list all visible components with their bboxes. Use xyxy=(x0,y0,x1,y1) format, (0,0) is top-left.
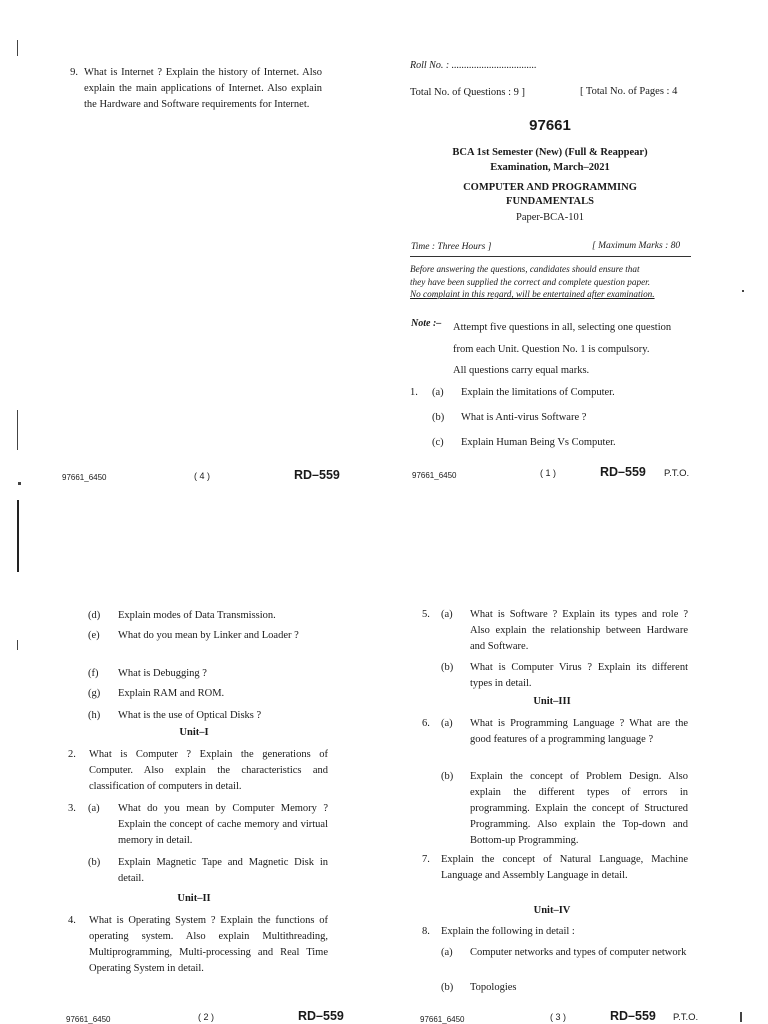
sub-label: (a) xyxy=(88,803,100,814)
note-line: Attempt five questions in all, selecting one question xyxy=(453,322,672,333)
exam-header xyxy=(410,145,690,226)
scan-mark xyxy=(17,410,18,450)
sub-text: Explain RAM and ROM. xyxy=(118,688,225,699)
footer-rd-code: RD–559 xyxy=(298,1009,344,1023)
sub-label: (a) xyxy=(432,387,444,398)
sub-text: Explain the limitations of Computer. xyxy=(461,387,615,398)
footer-code: 97661_6450 xyxy=(66,1015,111,1024)
sub-label: (d) xyxy=(88,610,101,621)
sub-text: Explain modes of Data Transmission. xyxy=(118,610,276,621)
sub-question xyxy=(88,708,328,728)
question-number: 9. xyxy=(70,67,78,78)
question-8 xyxy=(416,924,688,993)
sub-text: What is Software ? Explain its types and role ? Also explain the relationship between Hardware and Software. xyxy=(470,609,688,652)
sub-text: What is Computer Virus ? Explain its different types in detail. xyxy=(470,662,688,689)
scan-mark xyxy=(17,640,18,650)
question-9 xyxy=(60,65,322,113)
sub-label: (b) xyxy=(441,771,454,782)
sub-question xyxy=(88,608,328,628)
instructions xyxy=(410,263,692,301)
course-line: BCA 1st Semester (New) (Full & Reappear) xyxy=(452,147,648,158)
sub-label: (b) xyxy=(441,662,454,673)
sub-text: What do you mean by Linker and Loader ? xyxy=(118,630,299,641)
sub-label: (a) xyxy=(441,609,453,620)
question-text: What is Internet ? Explain the history of Internet. Also explain the main applications of Internet. Also explain the Hardware and Software requirements for Internet. xyxy=(84,67,322,110)
subject-line: COMPUTER AND PROGRAMMING xyxy=(463,182,637,193)
time-allowed: Time : Three Hours ] xyxy=(411,242,492,252)
sub-text: What do you mean by Computer Memory ? Explain the concept of cache memory and virtual memory in detail. xyxy=(118,803,328,846)
note-line: from each Unit. Question No. 1 is compulsory. xyxy=(453,343,650,355)
question-number: 5. xyxy=(422,609,430,620)
total-questions: Total No. of Questions : 9 ] xyxy=(410,87,526,98)
sub-label: (b) xyxy=(441,982,454,993)
question-text: Explain the concept of Natural Language, Machine Language and Assembly Language in detail. xyxy=(441,854,688,881)
sub-label: (f) xyxy=(88,668,99,679)
sub-label: (a) xyxy=(441,947,453,958)
sub-label: (g) xyxy=(88,688,101,699)
sub-text: Explain the concept of Problem Design. Also explain the different types of errors in programming. Explain the concept of Structured Programming. Also explain the Top-down and Bottom-up Programming. xyxy=(470,771,688,846)
question-text: What is Computer ? Explain the generations of Computer. Also explain the characteristics and classification of computers in detail. xyxy=(89,749,328,792)
footer-pto: P.T.O. xyxy=(664,468,690,479)
question-4 xyxy=(62,913,328,977)
sub-label: (b) xyxy=(432,412,445,423)
sub-text: Explain Magnetic Tape and Magnetic Disk in detail. xyxy=(118,857,328,884)
question-number: 2. xyxy=(68,749,76,760)
sub-label: (h) xyxy=(88,710,101,721)
footer-rd-code: RD–559 xyxy=(294,468,340,482)
question-text: Explain the following in detail : xyxy=(441,926,575,937)
question-2 xyxy=(62,747,328,795)
sub-text: Computer networks and types of computer network xyxy=(470,947,687,958)
scan-mark xyxy=(17,500,19,572)
footer-code: 97661_6450 xyxy=(62,473,107,482)
instruction-line: they have been supplied the correct and complete question paper. xyxy=(410,276,650,287)
question-number: 3. xyxy=(68,803,76,814)
question-number: 8. xyxy=(422,926,430,937)
footer-rd-code: RD–559 xyxy=(610,1009,656,1023)
scan-mark xyxy=(742,290,744,292)
instruction-line: No complaint in this regard, will be entertained after examination. xyxy=(410,289,655,299)
question-7 xyxy=(416,852,688,884)
footer-code: 97661_6450 xyxy=(420,1015,465,1024)
roll-number: Roll No. : .................................. xyxy=(410,60,537,71)
sub-question xyxy=(88,686,328,708)
unit-heading: Unit–III xyxy=(533,696,571,707)
unit-heading: Unit–II xyxy=(177,893,211,904)
question-text: What is Operating System ? Explain the functions of operating system. Also explain Multithreading, Multiprogramming, Multi-processing and Real Time Operating System in detail. xyxy=(89,915,328,974)
question-number: 1. xyxy=(410,387,418,398)
sub-text: What is the use of Optical Disks ? xyxy=(118,710,262,721)
sub-question xyxy=(88,666,328,686)
subject-line: FUNDAMENTALS xyxy=(506,196,594,207)
sub-label: (e) xyxy=(88,630,100,641)
footer-page-number: ( 2 ) xyxy=(198,1012,215,1022)
paper-title: Paper-BCA-101 xyxy=(515,212,585,223)
paper-code: 97661 xyxy=(529,117,571,134)
scan-mark xyxy=(740,1012,742,1022)
note-label: Note :– xyxy=(411,318,442,329)
sub-text: What is Anti-virus Software ? xyxy=(461,412,587,423)
footer-pto: P.T.O. xyxy=(673,1012,699,1023)
total-pages: [ Total No. of Pages : 4 xyxy=(580,86,678,97)
sub-question xyxy=(432,435,692,451)
unit-heading: Unit–IV xyxy=(533,905,571,916)
sub-text: Topologies xyxy=(470,982,517,993)
footer-page-number: ( 4 ) xyxy=(194,471,211,481)
footer-page-number: ( 3 ) xyxy=(550,1012,567,1022)
footer-page-number: ( 1 ) xyxy=(540,468,557,478)
scan-mark xyxy=(17,40,18,56)
footer-rd-code: RD–559 xyxy=(600,465,646,479)
sub-label: (c) xyxy=(432,437,444,448)
question-number: 6. xyxy=(422,718,430,729)
footer-code: 97661_6450 xyxy=(412,471,457,480)
sub-question xyxy=(88,628,328,666)
instruction-line: Before answering the questions, candidates should ensure that xyxy=(410,264,640,274)
maximum-marks: [ Maximum Marks : 80 xyxy=(592,241,681,251)
sub-text: What is Programming Language ? What are the good features of a programming language ? xyxy=(470,718,688,745)
exam-line: Examination, March–2021 xyxy=(490,162,610,173)
sub-label: (b) xyxy=(88,857,101,868)
question-number: 4. xyxy=(68,915,76,926)
scan-mark xyxy=(18,482,21,485)
divider-line xyxy=(410,256,691,257)
sub-text: What is Debugging ? xyxy=(118,668,207,679)
unit-heading: Unit–I xyxy=(179,727,209,738)
sub-text: Explain Human Being Vs Computer. xyxy=(461,437,616,448)
sub-label: (a) xyxy=(441,718,453,729)
sub-question xyxy=(432,410,692,426)
question-1-continued xyxy=(88,608,328,728)
note-text xyxy=(453,317,691,382)
note-line: All questions carry equal marks. xyxy=(453,365,590,376)
question-number: 7. xyxy=(422,854,430,865)
sub-question xyxy=(432,385,692,401)
